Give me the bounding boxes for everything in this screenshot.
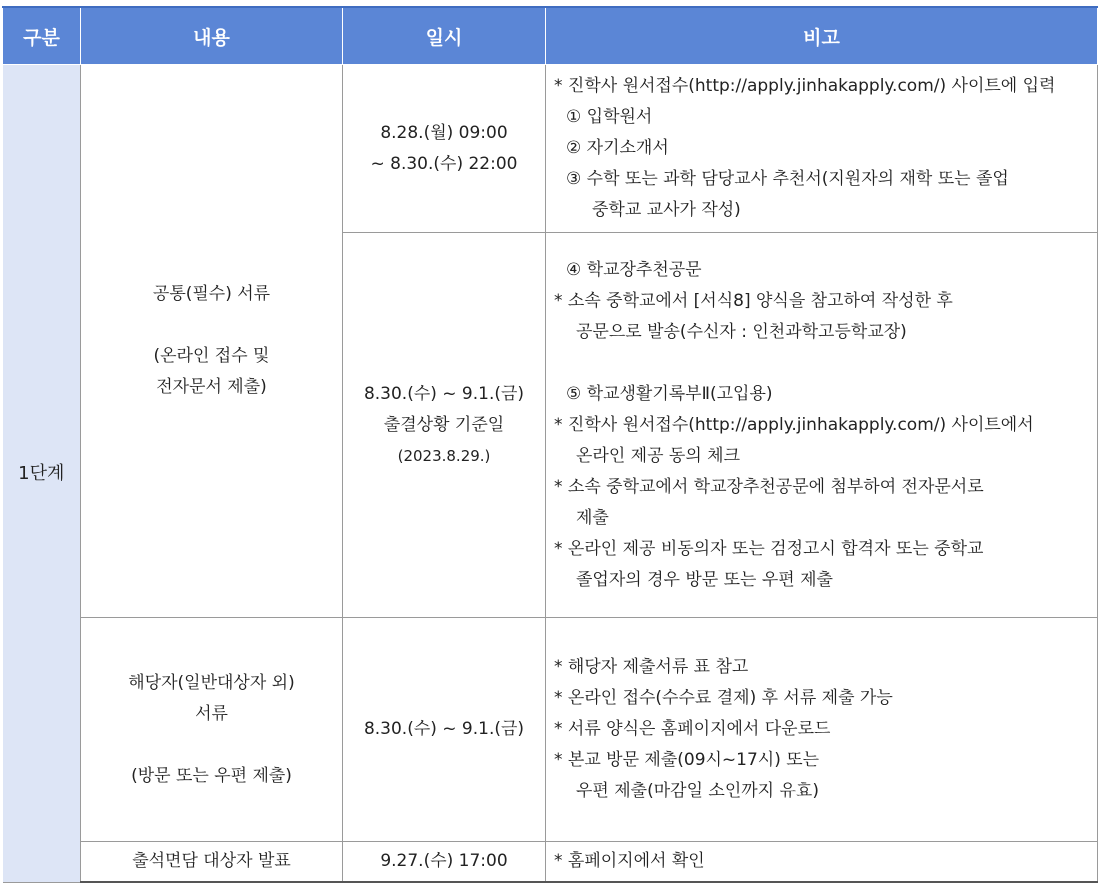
table-row <box>3 842 1098 883</box>
table-row <box>3 618 1098 842</box>
notes-cell-2: ④ 학교장추천공문 * 소속 중학교에서 [서식8] 양식을 참고하여 작성한 후 공문으로 발송(수신자 : 인천과학고등학교장) ⑤ 학교생활기록부Ⅱ(고입용) * 진학사 원서접수(http://apply.jinhakapply.com/) 사이트에서 온라인 제공 동의 체크 * 소속 중학교에서 학교장추천공문에 첨부하여 전자문서로 제출 * 온라인 제공 비동의자 또는 검정고시 합격자 또는 중학교 졸업자의 경우 방문 또는 우편 제출 <box>546 233 1098 618</box>
notes-cell-1: * 진학사 원서접수(http://apply.jinhakapply.com/) 사이트에 입력 ① 입학원서 ② 자기소개서 ③ 수학 또는 과학 담당교사 추천서(지원자의 재학 또는 졸업 중학교 교사가 작성) <box>546 65 1098 233</box>
notes-cell-3: * 해당자 제출서류 표 참고 * 온라인 접수(수수료 결제) 후 서류 제출 가능 * 서류 양식은 홈페이지에서 다운로드 * 본교 방문 제출(09시~17시) 또는 우편 제출(마감일 소인까지 유효) <box>546 618 1098 842</box>
date-cell-3: 8.30.(수) ~ 9.1.(금) <box>343 618 546 842</box>
header-row <box>3 7 1098 65</box>
header-remarks: 비고 <box>546 7 1098 65</box>
content-cell-individual: 해당자(일반대상자 외) 서류 (방문 또는 우편 제출) <box>81 618 343 842</box>
date-cell-4: 9.27.(수) 17:00 <box>343 842 546 883</box>
header-category: 구분 <box>3 7 81 65</box>
notes-cell-4: * 홈페이지에서 확인 <box>546 842 1098 883</box>
date-cell-1: 8.28.(월) 09:00 ~ 8.30.(수) 22:00 <box>343 65 546 233</box>
header-datetime: 일시 <box>343 7 546 65</box>
stage-cell: 1단계 <box>3 65 81 883</box>
content-cell-common: 공통(필수) 서류 (온라인 접수 및 전자문서 제출) <box>81 65 343 618</box>
date-cell-2: 8.30.(수) ~ 9.1.(금) 출결상황 기준일 (2023.8.29.) <box>343 233 546 618</box>
header-content: 내용 <box>81 7 343 65</box>
content-cell-announcement: 출석면담 대상자 발표 <box>81 842 343 883</box>
table-row <box>3 65 1098 233</box>
schedule-table <box>2 6 1098 883</box>
